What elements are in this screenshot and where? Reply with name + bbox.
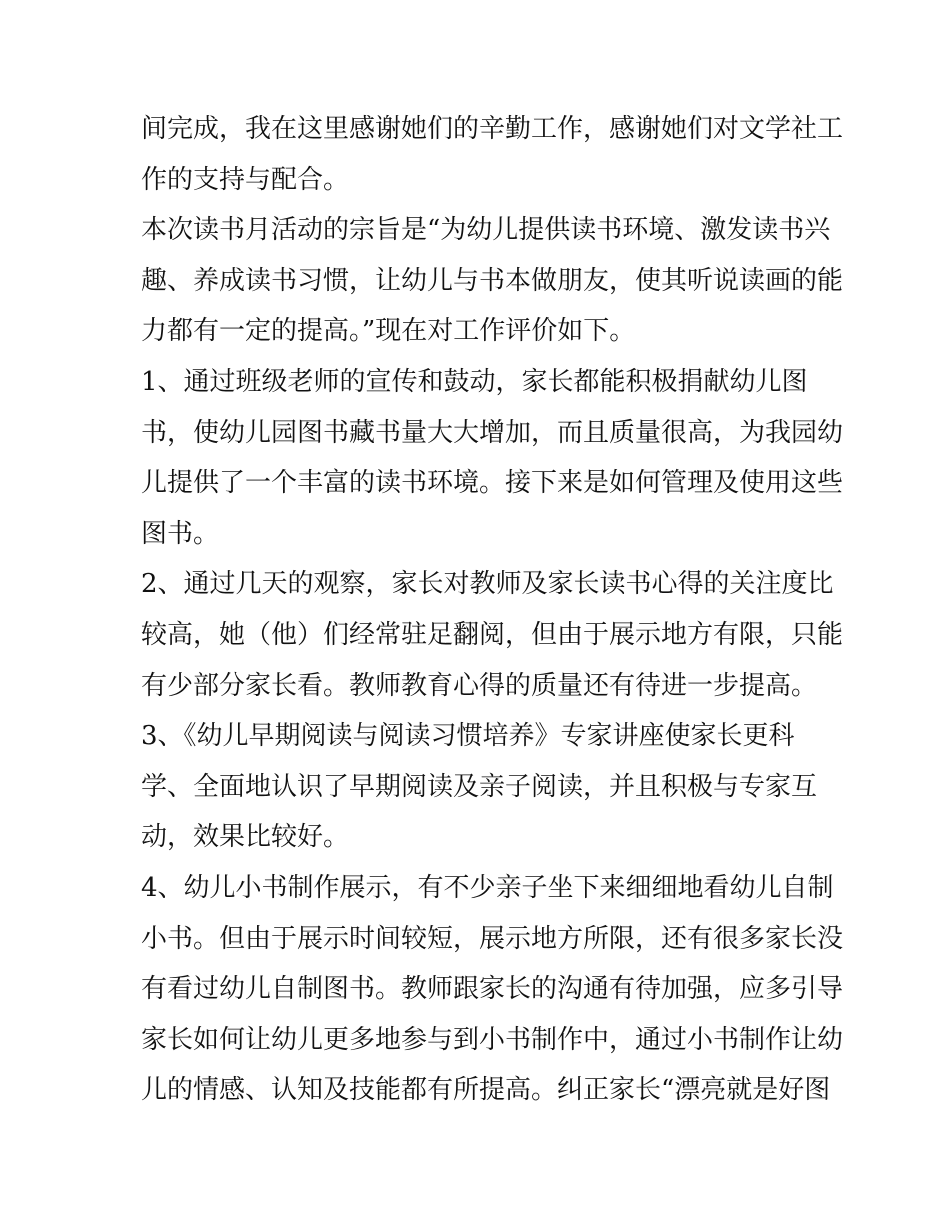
text-line: 趣、养成读书习惯，让幼儿与书本做朋友，使其听说读画的能 [141, 265, 844, 296]
text-line: 儿的情感、认知及技能都有所提高。纠正家长“漂亮就是好图 [141, 1075, 831, 1106]
text-line: 间完成，我在这里感谢她们的辛勤工作，感谢她们对文学社工 [141, 114, 844, 144]
document-body [141, 104, 844, 1116]
text-line: 动，效果比较好。 [141, 822, 350, 853]
text-line: 较高，她（他）们经常驻足翻阅，但由于展示地方有限，只能 [141, 619, 844, 650]
text-line: 力都有一定的提高。”现在对工作评价如下。 [141, 316, 636, 347]
text-line: 作的支持与配合。 [141, 164, 350, 195]
text-line: 家长如何让幼儿更多地参与到小书制作中，通过小书制作让幼 [141, 1024, 844, 1055]
text-line: 儿提供了一个丰富的读书环境。接下来是如何管理及使用这些 [141, 468, 844, 499]
text-line: 2、通过几天的观察，家长对教师及家长读书心得的关注度比 [141, 569, 834, 600]
text-line: 4、幼儿小书制作展示，有不少亲子坐下来细细地看幼儿自制 [141, 872, 834, 903]
text-line: 有看过幼儿自制图书。教师跟家长的沟通有待加强，应多引导 [141, 974, 844, 1005]
text-line: 有少部分家长看。教师教育心得的质量还有待进一步提高。 [141, 670, 818, 701]
text-line: 书，使幼儿园图书藏书量大大增加，而且质量很高，为我园幼 [141, 417, 844, 448]
text-line: 图书。 [141, 518, 220, 549]
text-line: 学、全面地认识了早期阅读及亲子阅读，并且积极与专家互 [141, 771, 818, 802]
text-line: 3、《幼儿早期阅读与阅读习惯培养》专家讲座使家长更科 [141, 721, 795, 752]
text-line: 本次读书月活动的宗旨是“为幼儿提供读书环境、激发读书兴 [141, 215, 831, 246]
text-line: 1、通过班级老师的宣传和鼓动，家长都能积极捐献幼儿图 [141, 366, 808, 397]
text-line: 小书。但由于展示时间较短，展示地方所限，还有很多家长没 [141, 923, 844, 954]
